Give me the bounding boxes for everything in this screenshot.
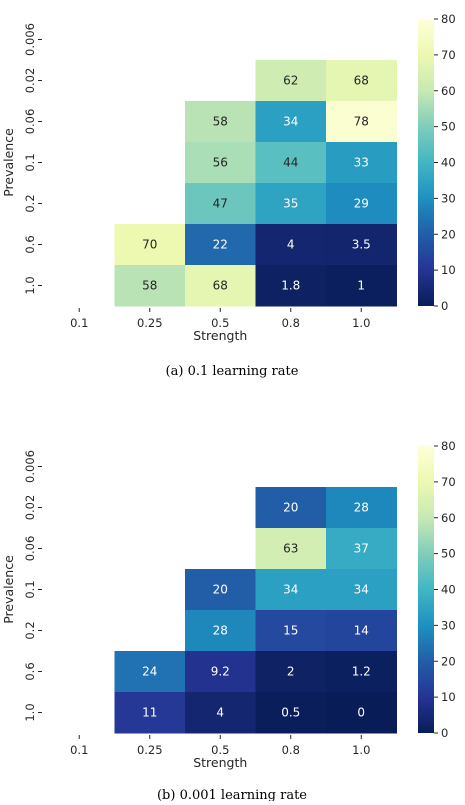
heatmap-panel-b — [1, 439, 456, 801]
cell-value-label: 68 — [212, 278, 228, 293]
colorbar-tick-label: 0 — [441, 726, 449, 740]
cell-value-label: 63 — [283, 541, 299, 556]
cell-value-label: 29 — [353, 196, 369, 211]
cell-value-label: 2 — [286, 664, 295, 679]
y-tick-label: 0.006 — [23, 23, 37, 56]
y-tick-label: 0.06 — [23, 108, 37, 135]
cell-value-label: 78 — [353, 114, 369, 129]
cell-value-label: 47 — [212, 196, 228, 211]
y-tick-label: 0.6 — [23, 235, 37, 254]
colorbar-tick-label: 60 — [441, 83, 456, 98]
colorbar-tick-label: 50 — [441, 119, 456, 134]
y-tick-label: 0.1 — [23, 153, 37, 172]
x-tick-label: 0.8 — [281, 316, 300, 330]
cell-value-label: 4 — [216, 705, 225, 720]
y-tick-label: 0.06 — [23, 535, 37, 562]
cell-value-label: 20 — [212, 582, 228, 597]
cell-value-label: 58 — [142, 278, 158, 293]
colorbar — [418, 19, 434, 306]
cell-value-label: 24 — [142, 664, 158, 679]
x-tick-label: 0.1 — [70, 316, 89, 330]
colorbar-tick-label: 60 — [441, 510, 456, 525]
cell-value-label: 3.5 — [351, 237, 371, 252]
figure-caption: (a) 0.1 learning rate — [165, 364, 299, 379]
x-tick-label: 0.25 — [136, 316, 163, 330]
cell-value-label: 28 — [353, 500, 369, 515]
colorbar-tick-label: 10 — [441, 263, 456, 278]
cell-value-label: 1.8 — [281, 278, 301, 293]
x-tick-label: 1.0 — [352, 316, 371, 330]
y-tick-label: 0.2 — [23, 194, 37, 213]
cell-value-label: 20 — [283, 500, 299, 515]
colorbar-tick-label: 20 — [441, 654, 456, 669]
x-tick-label: 0.5 — [211, 743, 230, 757]
x-tick-label: 0.1 — [70, 743, 89, 757]
colorbar-tick-label: 80 — [441, 12, 456, 26]
y-tick-label: 0.6 — [23, 662, 37, 681]
colorbar-tick-label: 10 — [441, 690, 456, 705]
cell-value-label: 1.2 — [351, 664, 371, 679]
heatmap-panel-a — [1, 12, 456, 379]
y-tick-label: 0.02 — [23, 67, 37, 94]
y-tick-label: 0.006 — [23, 450, 37, 483]
cell-value-label: 14 — [353, 623, 369, 638]
cell-value-label: 9.2 — [210, 664, 230, 679]
colorbar-tick-label: 40 — [441, 582, 456, 597]
cell-value-label: 0 — [357, 705, 366, 720]
cell-value-label: 44 — [283, 155, 299, 170]
cell-value-label: 0.5 — [281, 705, 301, 720]
cell-value-label: 35 — [283, 196, 299, 211]
y-tick-label: 1.0 — [23, 276, 37, 295]
cell-value-label: 34 — [283, 114, 299, 129]
cell-value-label: 1 — [357, 278, 366, 293]
y-axis-label: Prevalence — [1, 555, 16, 624]
colorbar-tick-label: 80 — [441, 439, 456, 453]
colorbar-tick-label: 20 — [441, 227, 456, 242]
cell-value-label: 62 — [283, 73, 299, 88]
cell-value-label: 28 — [212, 623, 228, 638]
colorbar-tick-label: 30 — [441, 191, 456, 206]
y-tick-label: 1.0 — [23, 703, 37, 722]
cell-value-label: 34 — [353, 582, 369, 597]
colorbar-tick-label: 0 — [441, 299, 449, 313]
x-axis-label: Strength — [193, 328, 248, 343]
cell-value-label: 56 — [212, 155, 228, 170]
colorbar-tick-label: 30 — [441, 618, 456, 633]
cell-value-label: 15 — [283, 623, 299, 638]
colorbar-tick-label: 70 — [441, 47, 456, 62]
x-axis-label: Strength — [193, 755, 248, 770]
cell-value-label: 4 — [286, 237, 295, 252]
cell-value-label: 33 — [353, 155, 369, 170]
y-tick-label: 0.2 — [23, 621, 37, 640]
y-tick-label: 0.1 — [23, 580, 37, 599]
x-tick-label: 0.25 — [136, 743, 163, 757]
x-tick-label: 1.0 — [352, 743, 371, 757]
cell-value-label: 11 — [142, 705, 158, 720]
figure-caption: (b) 0.001 learning rate — [156, 788, 308, 801]
y-tick-label: 0.02 — [23, 494, 37, 521]
cell-value-label: 58 — [212, 114, 228, 129]
colorbar-tick-label: 50 — [441, 546, 456, 561]
cell-value-label: 70 — [142, 237, 158, 252]
colorbar — [418, 446, 434, 733]
x-tick-label: 0.5 — [211, 316, 230, 330]
colorbar-tick-label: 70 — [441, 474, 456, 489]
cell-value-label: 34 — [283, 582, 299, 597]
cell-value-label: 22 — [212, 237, 228, 252]
cell-value-label: 68 — [353, 73, 369, 88]
cell-value-label: 37 — [353, 541, 369, 556]
colorbar-tick-label: 40 — [441, 155, 456, 170]
x-tick-label: 0.8 — [281, 743, 300, 757]
y-axis-label: Prevalence — [1, 128, 16, 197]
